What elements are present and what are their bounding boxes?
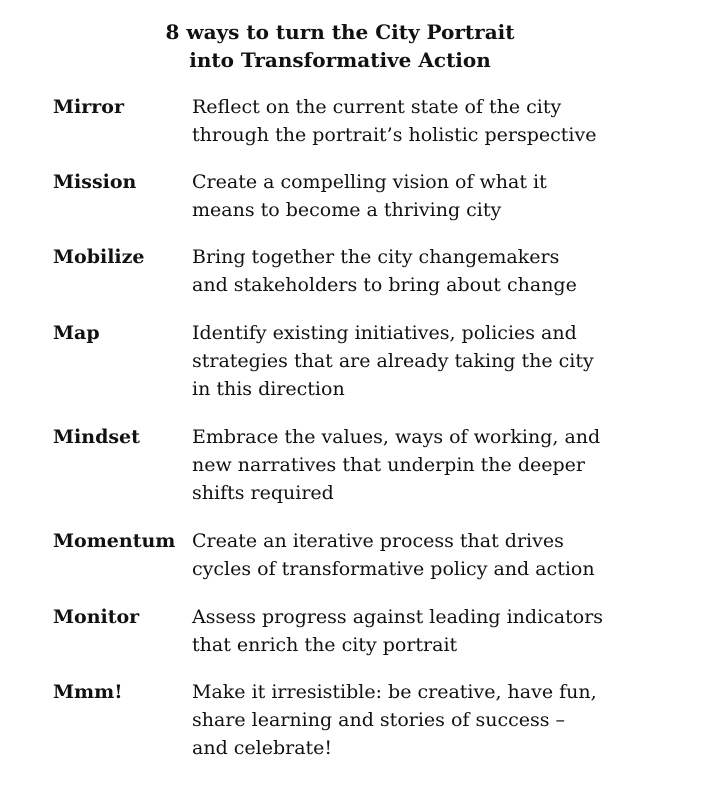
description-line: Bring together the city changemakers [192,246,560,268]
list-item-map [53,319,693,403]
description-line: that enrich the city portrait [192,634,458,656]
list-item-momentum [53,527,693,583]
description-line: shifts required [192,482,334,504]
term-description [192,423,693,507]
description-line: cycles of transformative policy and action [192,558,595,580]
description-line: Identify existing initiatives, policies and [192,322,577,344]
description-line: Create a compelling vision of what it [192,171,547,193]
term-label: Mobilize [53,246,145,268]
term-description [192,678,693,762]
list-item-mindset [53,423,693,507]
term-description [192,243,693,299]
term-description [192,603,693,659]
description-line: strategies that are already taking the city [192,350,594,372]
description-line: share learning and stories of success – [192,709,566,731]
description-line: Create an iterative process that drives [192,530,564,552]
description-line: Reflect on the current state of the city [192,96,562,118]
description-line: through the portrait’s holistic perspective [192,124,597,146]
term-label: Momentum [53,530,176,552]
list-item-mmm [53,678,693,762]
term-description [192,527,693,583]
description-line: in this direction [192,378,345,400]
term-label: Monitor [53,606,140,628]
description-line: Embrace the values, ways of working, and [192,426,601,448]
list-item-monitor [53,603,693,659]
list-item-mirror [53,93,693,149]
title-line-1: 8 ways to turn the City Portrait [165,20,515,44]
list-item-mobilize [53,243,693,299]
description-line: new narratives that underpin the deeper [192,454,585,476]
ways-list [53,93,693,762]
page-title [0,18,680,74]
term-label: Mirror [53,96,124,118]
description-line: and celebrate! [192,737,333,759]
list-item-mission [53,168,693,224]
term-label: Mindset [53,426,140,448]
description-line: Assess progress against leading indicators [192,606,604,628]
term-description [192,93,693,149]
description-line: and stakeholders to bring about change [192,274,577,296]
term-description [192,168,693,224]
term-label: Mission [53,171,137,193]
title-line-2: into Transformative Action [189,48,491,72]
term-description [192,319,693,403]
term-label: Mmm! [53,681,123,703]
term-label: Map [53,322,100,344]
description-line: means to become a thriving city [192,199,502,221]
description-line: Make it irresistible: be creative, have fun, [192,681,597,703]
